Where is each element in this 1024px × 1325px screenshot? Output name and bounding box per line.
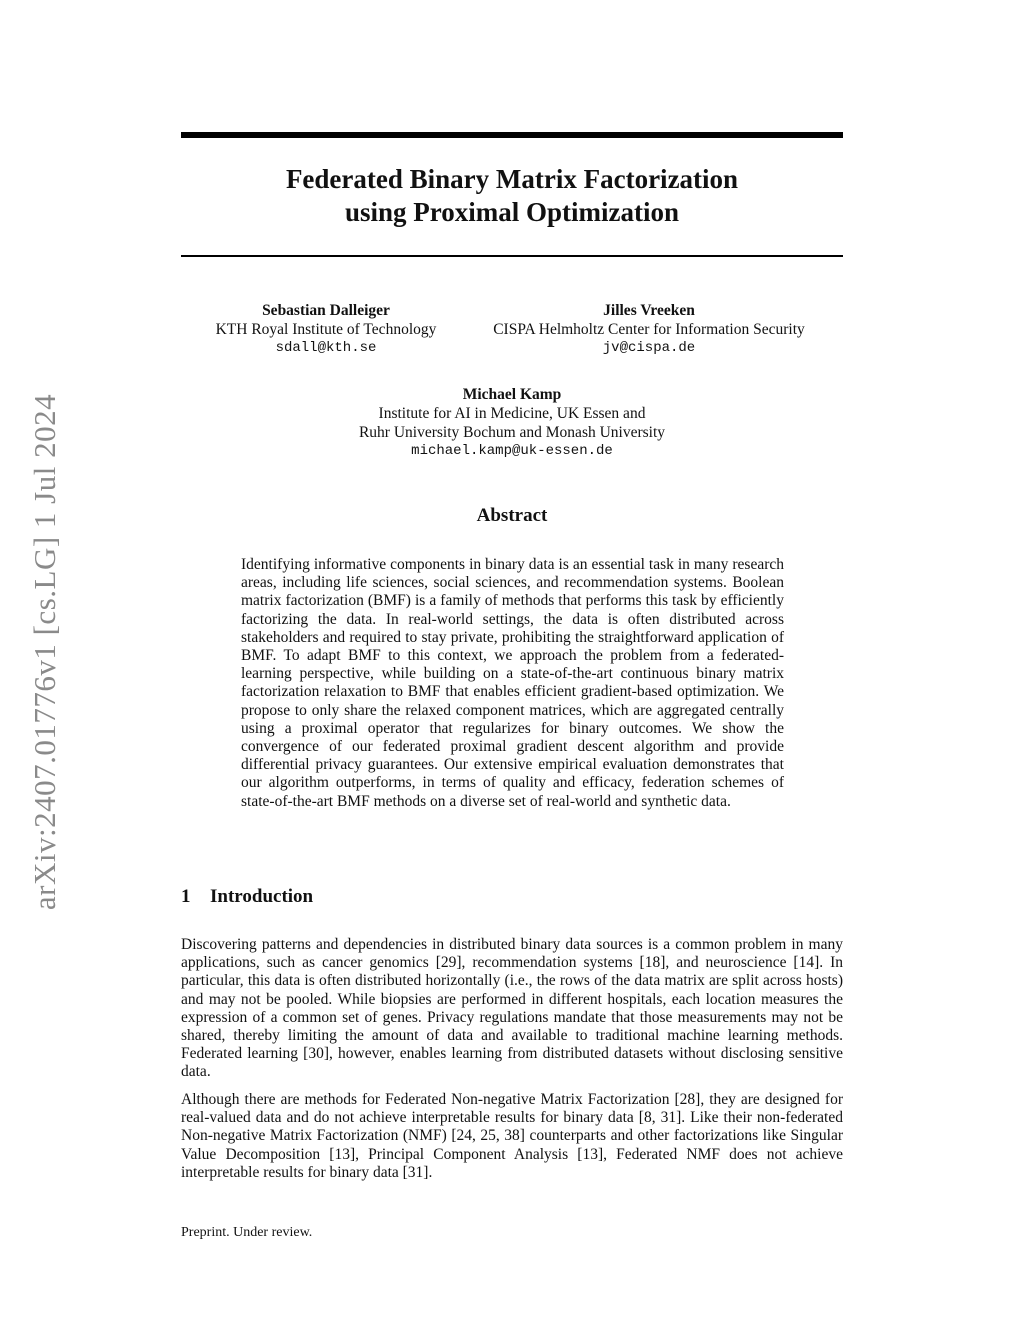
paper-title-line-1: Federated Binary Matrix Factorization <box>285 164 739 194</box>
author-block <box>181 301 471 358</box>
author-name: Michael Kamp <box>462 386 562 403</box>
title-top-rule <box>181 132 843 138</box>
title-bottom-rule <box>181 255 843 257</box>
paper-title-line-2: using Proximal Optimization <box>344 197 680 227</box>
author-affiliation: Ruhr University Bochum and Monash University <box>358 424 666 441</box>
section-title: Introduction <box>210 886 314 907</box>
author-email: jv@cispa.de <box>602 340 696 356</box>
section-number: 1 <box>181 886 191 907</box>
author-email: michael.kamp@uk-essen.de <box>411 443 613 459</box>
paper-title <box>181 163 843 229</box>
author-affiliation: KTH Royal Institute of Technology <box>215 321 437 338</box>
abstract-heading: Abstract <box>476 505 548 526</box>
body-paragraph: Although there are methods for Federated Non-negative Matrix Factorization [28], they are designed for real-valued data and do not achieve interpretable results for binary data [8, 31]. Like their non-federated Non-negative Matrix Factorization (NMF) [24, 25, 38] counterparts and other factorizations like Singular Value Decomposition [13], Principal Component Analysis [13], Federated NMF does not achieve interpretable results for binary data [31]. <box>181 1091 843 1181</box>
author-affiliation: CISPA Helmholtz Center for Information Security <box>493 321 805 338</box>
preprint-footnote: Preprint. Under review. <box>181 1225 313 1240</box>
author-email: sdall@kth.se <box>275 340 377 356</box>
abstract-text: Identifying informative components in binary data is an essential task in many research areas, including life sciences, social sciences, and recommendation systems. Boolean matrix factorization (BMF) is a family of methods that performs this task by efficiently factorizing the data. In real-world settings, the data is often distributed across stakeholders and required to stay private, prohibiting the straightforward application of BMF. To adapt BMF to this context, we approach the problem from a federated-learning perspective, while building on a state-of-the-art continuous binary matrix factorization relaxation to BMF that enables efficient gradient-based optimization. We propose to only share the relaxed component matrices, which are aggregated centrally using a proximal operator that regularizes for binary outcomes. We show the convergence of our federated proximal gradient descent algorithm and provide differential privacy guarantees. Our extensive empirical evaluation demonstrates that our algorithm outperforms, in terms of quality and efficacy, federation schemes of state-of-the-art BMF methods on a diverse set of real-world and synthetic data. <box>241 556 784 810</box>
body-paragraph: Discovering patterns and dependencies in distributed binary data sources is a common problem in many applications, such as cancer genomics [29], recommendation systems [18], and neuroscience [14]. In particular, this data is often distributed horizontally (i.e., the rows of the data matrix are split across hosts) and may not be pooled. While biopsies are performed in different hospitals, each location measures the expression of a common set of genes. Privacy regulations mandate that those measurements may not be shared, thereby limiting the amount of data and available to traditional machine learning methods. Federated learning [30], however, enables learning from distributed datasets without disclosing sensitive data. <box>181 936 843 1081</box>
author-name: Jilles Vreeken <box>603 302 695 319</box>
author-block <box>470 301 828 358</box>
author-name: Sebastian Dalleiger <box>262 302 390 319</box>
section-heading <box>181 886 313 908</box>
arxiv-identifier-stamp: arXiv:2407.01776v1 [cs.LG] 1 Jul 2024 <box>27 393 62 911</box>
author-block <box>281 385 743 461</box>
author-affiliation: Institute for AI in Medicine, UK Essen and <box>378 405 646 422</box>
